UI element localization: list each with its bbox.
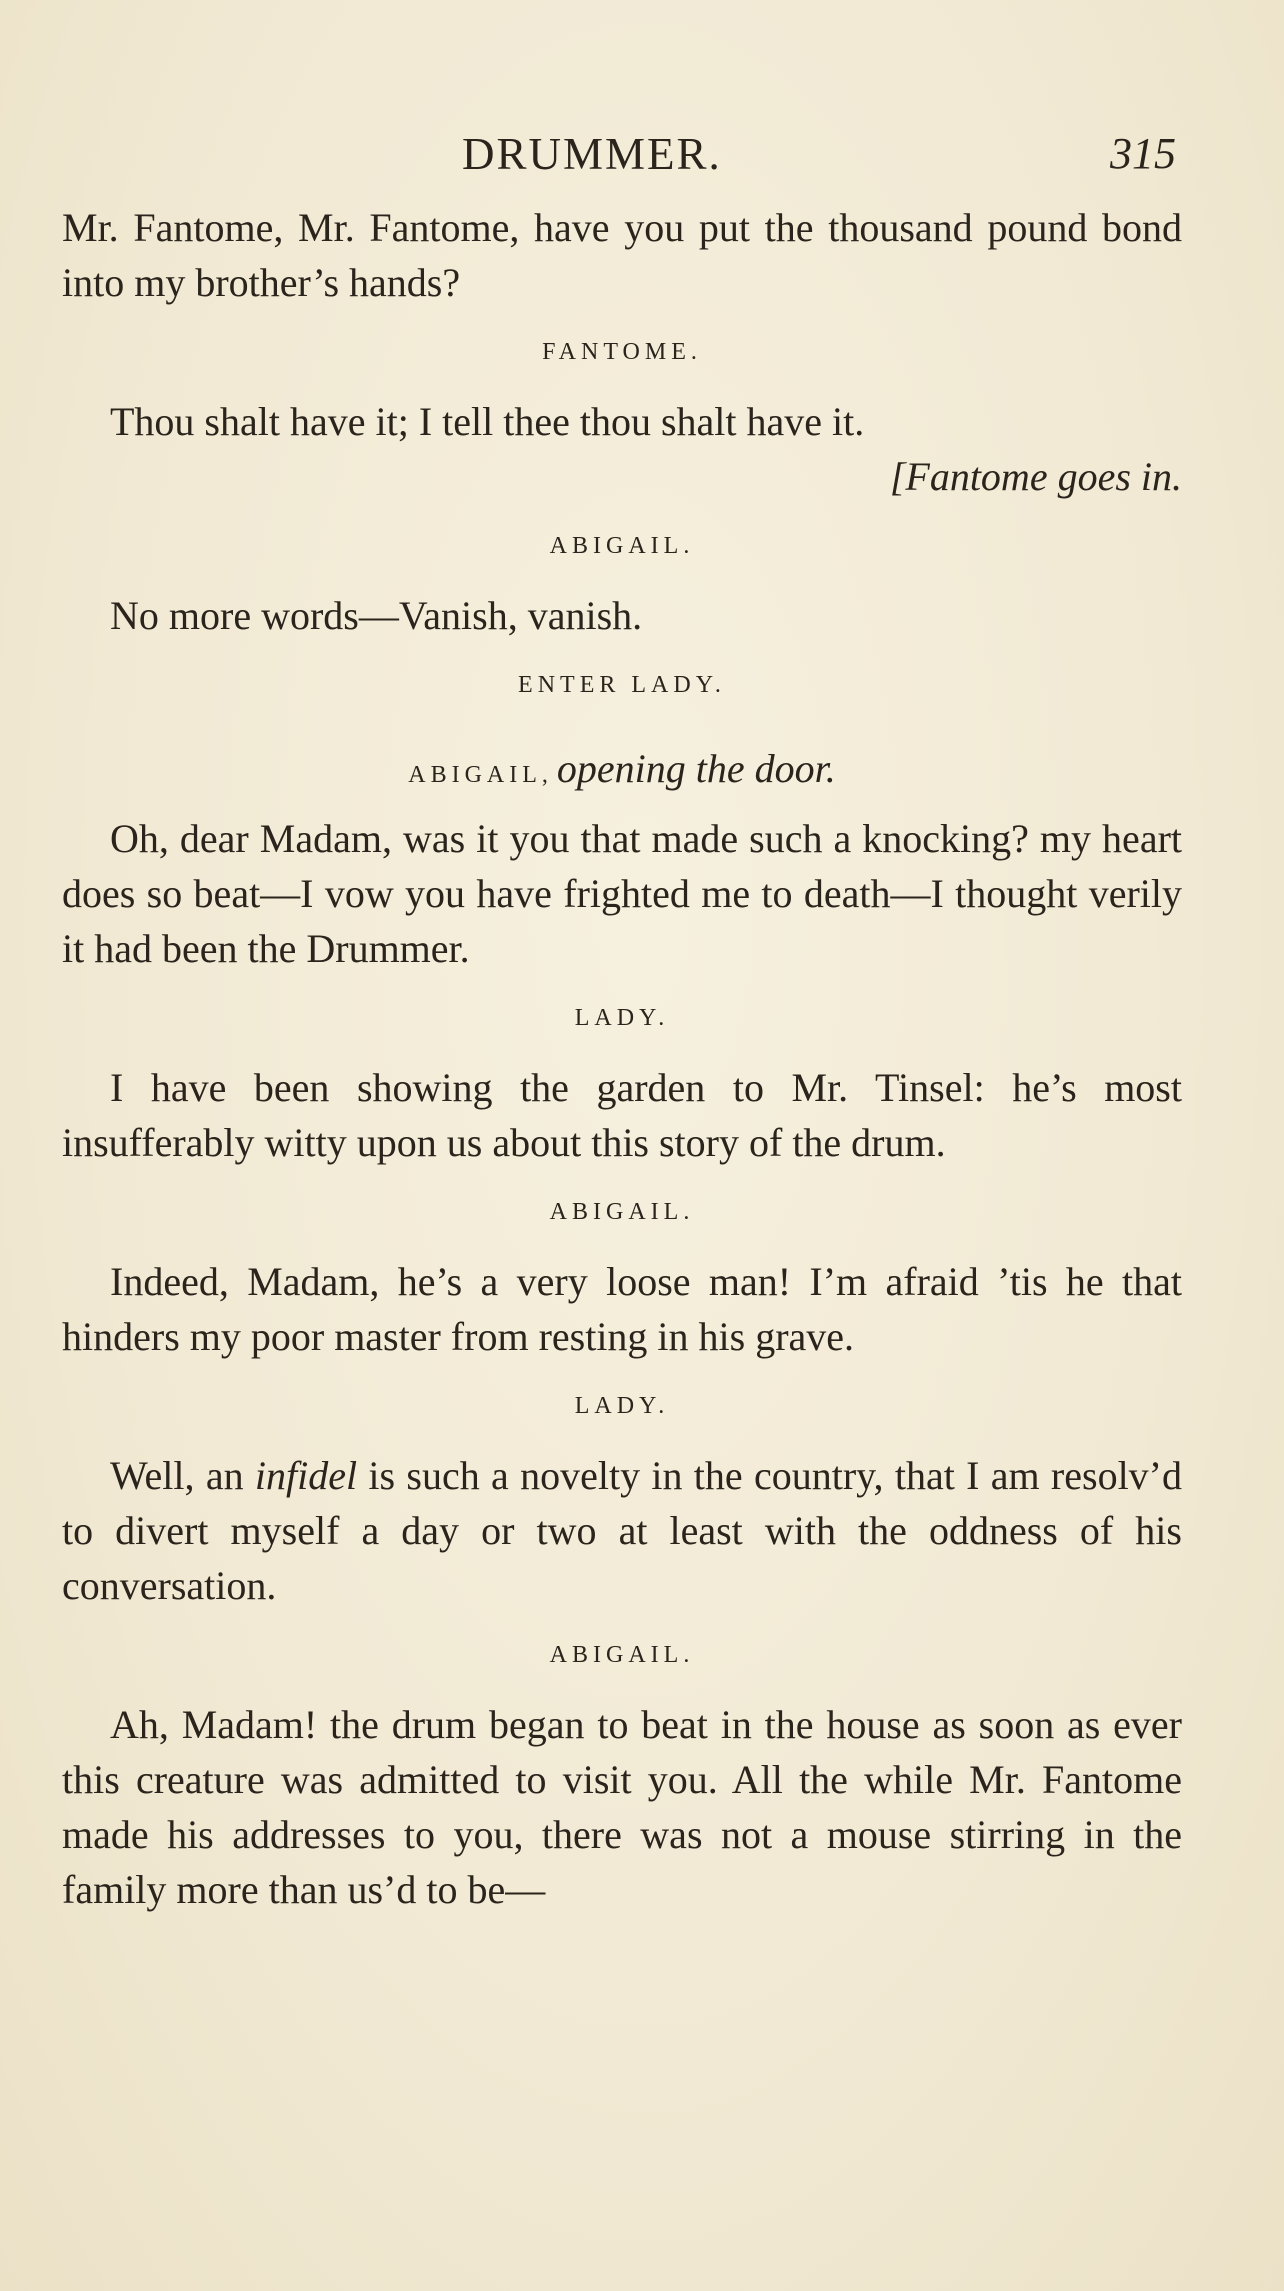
speaker-lady-2: LADY.	[574, 1393, 670, 1419]
speaker-abigail-4: ABIGAIL.	[549, 1199, 695, 1225]
speech-abigail-2: No more words—Vanish, vanish.	[110, 593, 643, 638]
speech-lady-1: I have been showing the garden to Mr. Tinsel: he’s most insufferably witty upon us about this story of the drum.	[62, 1065, 1182, 1165]
emphasis-infidel: infidel	[254, 1453, 358, 1498]
speech-abigail-3: Oh, dear Madam, was it you that made such a knocking? my heart does so beat—I vow you have frighted me to death—I thought verily it had been the Drummer.	[62, 816, 1182, 971]
speech-abigail-1: Mr. Fantome, Mr. Fantome, have you put the thousand pound bond into my brother’s hands?	[62, 205, 1182, 305]
speaker-abigail-3	[62, 727, 1182, 811]
page-header	[62, 128, 1182, 198]
stage-direction-exit: [Fantome goes in.	[889, 454, 1182, 499]
speech-lady-2	[62, 1448, 1182, 1613]
speech-fantome: Thou shalt have it; I tell thee thou shalt have it.	[110, 399, 865, 444]
page-body	[62, 200, 1182, 1917]
speaker-abigail-5: ABIGAIL.	[549, 1642, 695, 1668]
speaker-name: ABIGAIL,	[408, 762, 553, 788]
speaker-fantome: FANTOME.	[542, 339, 702, 365]
speech-text: is such a novelty in the country, that I am resolv’d to divert myself a day or two at least with the oddness of his conversation.	[62, 1453, 1183, 1608]
speech-abigail-5: Ah, Madam! the drum began to beat in the house as soon as ever this creature was admitted to visit you. All the while Mr. Fantome made his addresses to you, there was not a mouse stirring in the family more than us’d to be—	[62, 1702, 1182, 1912]
stage-direction-enter: ENTER LADY.	[518, 672, 726, 698]
speaker-abigail-2: ABIGAIL.	[549, 533, 695, 559]
speaker-lady-1: LADY.	[574, 1005, 670, 1031]
speech-abigail-4: Indeed, Madam, he’s a very loose man! I’m afraid ’tis he that hinders my poor master from resting in his grave.	[62, 1259, 1182, 1359]
speech-text: Well, an	[110, 1453, 255, 1498]
running-title: DRUMMER.	[462, 129, 722, 179]
page-number: 315	[1110, 129, 1176, 178]
speaker-direction: opening the door.	[556, 746, 836, 791]
